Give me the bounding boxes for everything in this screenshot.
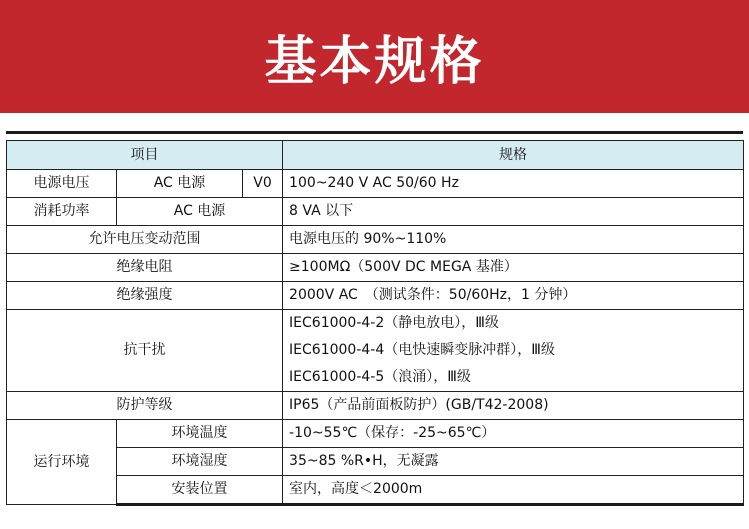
title-banner	[0, 0, 749, 113]
protection-label: 防护等级	[7, 392, 283, 420]
table-row	[7, 170, 744, 198]
table-top-rule	[6, 131, 743, 134]
ambient-humidity-label: 环境湿度	[117, 448, 283, 476]
noise-immunity-esd: IEC61000-4-2（静电放电），Ⅲ级	[289, 315, 499, 331]
table-row	[7, 254, 744, 282]
table-row	[7, 392, 744, 420]
header-spec: 规格	[283, 141, 744, 170]
installation-location-value: 室内，高度＜2000m	[283, 476, 744, 505]
page-title: 基本规格	[264, 32, 485, 92]
power-voltage-label: 电源电压	[7, 170, 117, 198]
voltage-range-label: 允许电压变动范围	[7, 226, 283, 254]
table-header-row	[7, 141, 744, 170]
power-consumption-sub: AC 电源	[117, 198, 283, 226]
voltage-range-value: 电源电压的 90%~110%	[283, 226, 744, 254]
dielectric-strength-value: 2000V AC （测试条件：50/60Hz，1 分钟）	[283, 282, 744, 310]
power-consumption-value: 8 VA 以下	[283, 198, 744, 226]
noise-immunity-label: 抗干扰	[7, 310, 283, 392]
table-row	[7, 282, 744, 310]
spec-table	[6, 140, 744, 506]
ambient-humidity-value: 35~85 %R•H，无凝露	[283, 448, 744, 476]
power-voltage-sub: AC 电源	[117, 170, 243, 198]
power-voltage-code: V0	[243, 170, 283, 198]
power-voltage-value: 100~240 V AC 50/60 Hz	[283, 170, 744, 198]
insulation-resistance-value: ≥100MΩ（500V DC MEGA 基准）	[283, 254, 744, 282]
dielectric-strength-label: 绝缘强度	[7, 282, 283, 310]
noise-immunity-surge: IEC61000-4-5（浪涌），Ⅲ级	[289, 369, 471, 385]
installation-location-label: 安装位置	[117, 476, 283, 505]
ambient-temperature-label: 环境温度	[117, 420, 283, 448]
table-row	[7, 476, 744, 505]
noise-immunity-eft: IEC61000-4-4（电快速瞬变脉冲群），Ⅲ级	[289, 342, 555, 358]
table-row	[7, 310, 744, 392]
power-consumption-label: 消耗功率	[7, 198, 117, 226]
table-row	[7, 226, 744, 254]
ambient-temperature-value: -10~55℃（保存：-25~65℃）	[283, 420, 744, 448]
environment-label: 运行环境	[7, 420, 117, 505]
header-item: 项目	[7, 141, 283, 170]
table-row	[7, 420, 744, 448]
protection-value: IP65（产品前面板防护）(GB/T42-2008)	[283, 392, 744, 420]
table-row	[7, 198, 744, 226]
noise-immunity-values	[283, 310, 744, 392]
insulation-resistance-label: 绝缘电阻	[7, 254, 283, 282]
table-row	[7, 448, 744, 476]
